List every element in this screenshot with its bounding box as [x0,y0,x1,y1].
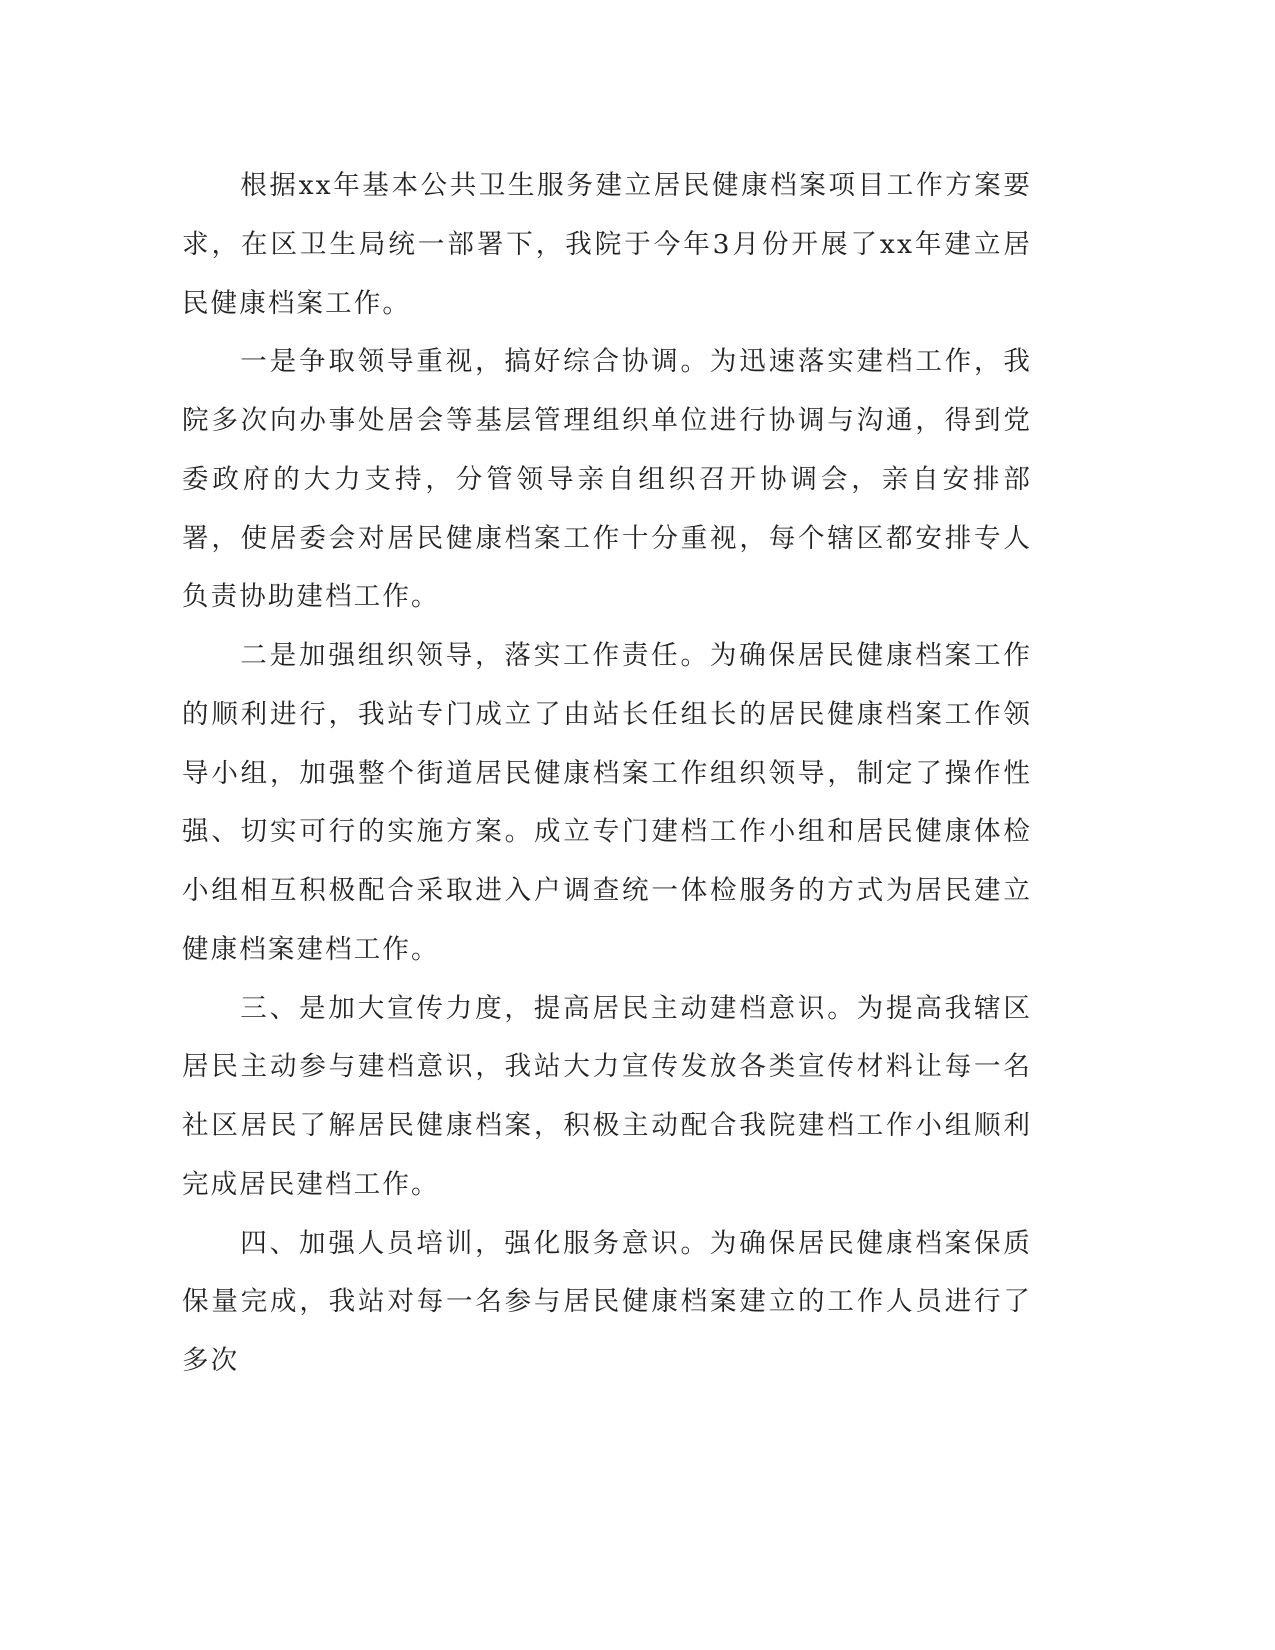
paragraph-leadership-coordination: 一是争取领导重视，搞好综合协调。为迅速落实建档工作，我院多次向办事处居会等基层管理组织单位进行协调与沟通，得到党委政府的大力支持，分管领导亲自组织召开协调会，亲自安排部署，使居委会对居民健康档案工作十分重视，每个辖区都安排专人负责协助建档工作。 [182,346,1032,613]
paragraph-organization-responsibility: 二是加强组织领导，落实工作责任。为确保居民健康档案工作的顺利进行，我站专门成立了由站长任组长的居民健康档案工作领导小组，加强整个街道居民健康档案工作组织领导，制定了操作性强、切实可行的实施方案。成立专门建档工作小组和居民健康体检小组相互积极配合采取进入户调查统一体检服务的方式为居民建立健康档案建档工作。 [182,640,1032,965]
document-body [182,157,1032,1391]
paragraph-intro: 根据xx年基本公共卫生服务建立居民健康档案项目工作方案要求，在区卫生局统一部署下，我院于今年3月份开展了xx年建立居民健康档案工作。 [182,170,1032,319]
paragraph-publicity: 三、是加大宣传力度，提高居民主动建档意识。为提高我辖区居民主动参与建档意识，我站大力宣传发放各类宣传材料让每一名社区居民了解居民健康档案，积极主动配合我院建档工作小组顺利完成居民建档工作。 [182,992,1032,1200]
paragraph-training: 四、加强人员培训，强化服务意识。为确保居民健康档案保质保量完成，我站对每一名参与居民健康档案建立的工作人员进行了多次 [182,1227,1032,1376]
